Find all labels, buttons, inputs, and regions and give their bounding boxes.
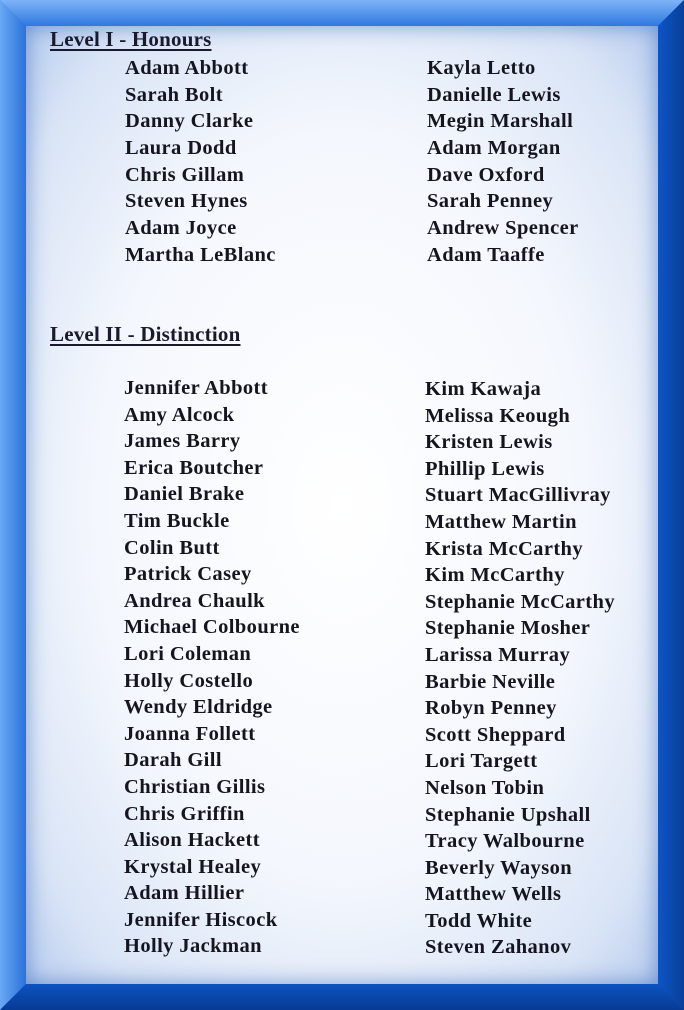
name-entry: Andrea Chaulk	[124, 589, 265, 612]
frame-bevel-right	[658, 0, 684, 1010]
name-entry: Stephanie Upshall	[425, 803, 591, 826]
name-entry: Patrick Casey	[124, 563, 252, 586]
frame-bevel-left	[0, 0, 26, 1010]
name-entry: Kristen Lewis	[425, 431, 553, 454]
name-entry: Michael Colbourne	[124, 616, 300, 639]
name-entry: Steven Zahanov	[425, 936, 572, 959]
name-entry: Robyn Penney	[425, 697, 557, 720]
name-entry: Lori Targett	[425, 750, 538, 773]
name-entry: Adam Abbott	[125, 57, 249, 79]
name-entry: Alison Hackett	[124, 829, 260, 852]
name-entry: Phillip Lewis	[425, 457, 545, 480]
name-entry: Chris Gillam	[125, 163, 245, 186]
name-entry: Christian Gillis	[124, 775, 266, 798]
name-entry: Jennifer Abbott	[124, 377, 269, 399]
section-heading-level-2: Level II - Distinction	[50, 322, 241, 346]
name-entry: Daniel Brake	[124, 483, 245, 506]
name-entry: Holly Jackman	[124, 935, 262, 958]
name-entry: Erica Boutcher	[124, 456, 264, 479]
name-entry: Krista McCarthy	[425, 537, 583, 560]
name-entry: Megin Marshall	[427, 110, 574, 133]
name-entry: Amy Alcock	[124, 403, 235, 426]
honour-roll-page	[26, 26, 658, 984]
name-entry: Kim Kawaja	[425, 378, 542, 400]
name-entry: Dave Oxford	[427, 163, 545, 186]
name-entry: Wendy Eldridge	[124, 696, 273, 719]
name-entry: Matthew Martin	[425, 510, 577, 533]
name-entry: Matthew Wells	[425, 883, 562, 906]
name-entry: Laura Dodd	[125, 137, 237, 160]
level-1-right-column	[427, 55, 579, 269]
name-entry: Chris Griffin	[124, 802, 245, 825]
name-entry: Adam Joyce	[125, 217, 237, 240]
name-entry: Joanna Follett	[124, 722, 256, 745]
name-entry: Stuart MacGillivray	[425, 484, 611, 507]
name-entry: Stephanie Mosher	[425, 617, 591, 640]
name-entry: Lori Coleman	[124, 642, 252, 665]
name-entry: Tracy Walbourne	[425, 830, 585, 853]
name-entry: Andrew Spencer	[427, 217, 579, 240]
level-2-right-column	[425, 376, 615, 961]
name-entry: Tim Buckle	[124, 509, 230, 532]
name-entry: Sarah Penney	[427, 190, 554, 213]
name-entry: Colin Butt	[124, 536, 220, 559]
name-entry: Sarah Bolt	[125, 83, 223, 106]
level-1-left-column	[125, 55, 276, 269]
level-2-left-column	[124, 375, 300, 960]
name-entry: Barbie Neville	[425, 670, 556, 693]
frame-bevel-top	[0, 0, 684, 26]
name-entry: Larissa Murray	[425, 643, 571, 666]
name-entry: Danielle Lewis	[427, 83, 561, 106]
name-entry: Adam Taaffe	[427, 243, 545, 266]
name-entry: Krystal Healey	[124, 855, 262, 878]
name-entry: Darah Gill	[124, 749, 222, 772]
name-entry: Beverly Wayson	[425, 856, 573, 879]
name-entry: Martha LeBlanc	[125, 243, 276, 266]
name-entry: Kim McCarthy	[425, 564, 565, 587]
name-entry: Scott Sheppard	[425, 723, 566, 746]
name-entry: Stephanie McCarthy	[425, 590, 615, 613]
name-entry: Melissa Keough	[425, 404, 571, 427]
name-entry: Nelson Tobin	[425, 776, 545, 799]
name-entry: Jennifer Hiscock	[124, 908, 278, 931]
name-entry: Danny Clarke	[125, 110, 254, 133]
name-entry: Adam Morgan	[427, 137, 561, 160]
section-heading-level-1: Level I - Honours	[50, 27, 212, 51]
name-entry: Kayla Letto	[427, 57, 536, 79]
name-entry: James Barry	[124, 430, 241, 453]
name-entry: Adam Hillier	[124, 882, 245, 905]
name-entry: Todd White	[425, 909, 533, 932]
name-entry: Steven Hynes	[125, 190, 248, 213]
name-entry: Holly Costello	[124, 669, 254, 692]
frame-bevel-bottom	[0, 984, 684, 1010]
